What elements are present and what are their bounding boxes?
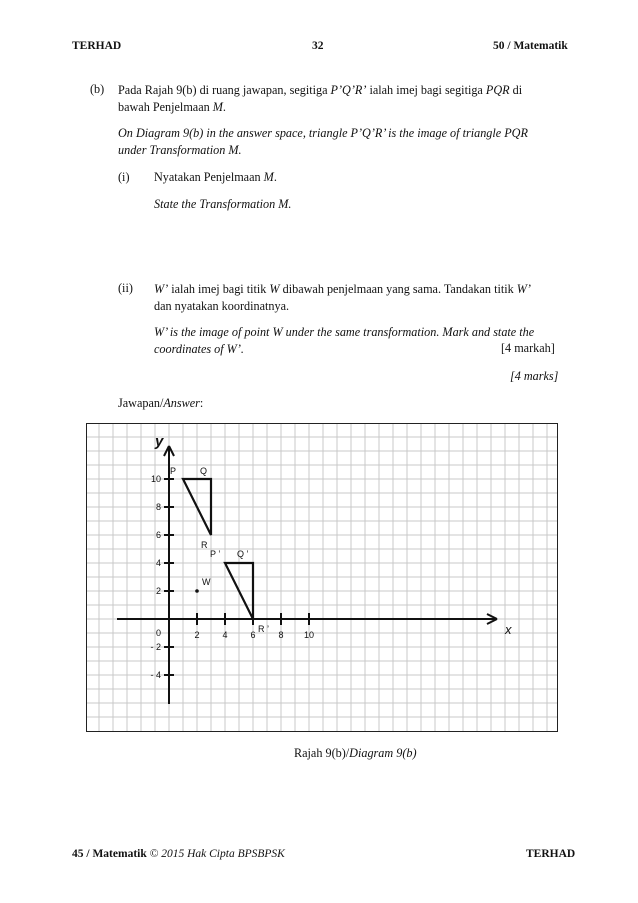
label-q: Q [200,466,208,476]
page-number: 32 [312,40,324,52]
origin-label: 0 [155,628,161,638]
part-i-english: State the Transformation M. [154,197,292,211]
label-r: R [201,540,208,550]
y-tick-label: 8 [155,502,161,512]
part-ii-malay: W’ ialah imej bagi titik W dibawah penjelmaan yang sama. Tandakan titik W’ dan nyatakan koordinatnya. [154,282,531,313]
marks-english: [4 marks] [510,369,559,383]
footer-right: TERHAD [526,848,576,860]
answer-graph [86,423,558,732]
x-tick-label: 6 [250,630,256,640]
coordinate-grid [87,424,557,731]
marks-malay: [4 markah] [501,341,555,355]
answer-label: Jawapan/Answer: [118,396,204,410]
y-tick-label: - 4 [150,670,161,680]
label-r-image: R ’ [258,624,269,634]
label-q-image: Q ’ [237,549,249,559]
label-p-image: P ’ [210,549,221,559]
y-tick-label: 10 [150,474,161,484]
header-left: TERHAD [72,40,122,52]
label-w: W [202,577,211,587]
footer-left: 45 / Matematik © 2015 Hak Cipta BPSBPSK [72,848,285,860]
question-malay: Pada Rajah 9(b) di ruang jawapan, segitiga P’Q’R’ ialah imej bagi segitiga PQR di bawah Penjelmaan M. [118,83,523,114]
question-english: On Diagram 9(b) in the answer space, triangle P’Q’R’ is the image of triangle PQR under Transformation M. [118,126,528,157]
x-tick-label: 10 [303,630,315,640]
x-axis-label: x [505,622,512,637]
x-tick-label: 8 [278,630,284,640]
header-right: 50 / Matematik [493,40,568,52]
part-ii-english: W’ is the image of point W under the same transformation. Mark and state the coordinates of W’. [154,325,535,356]
diagram-caption: Rajah 9(b)/Diagram 9(b) [294,746,417,760]
part-ii-label: (ii) [118,281,133,295]
y-tick-label: - 2 [150,642,161,652]
y-tick-label: 2 [155,586,161,596]
part-i-label: (i) [118,170,130,184]
x-tick-label: 2 [194,630,200,640]
question-label: (b) [90,82,105,96]
point-w [195,589,199,593]
y-tick-label: 6 [155,530,161,540]
y-axis-label: y [155,433,164,450]
x-tick-label: 4 [222,630,228,640]
label-p: P [170,466,177,476]
part-i-malay: Nyatakan Penjelmaan M. [154,170,277,184]
y-tick-label: 4 [155,558,161,568]
